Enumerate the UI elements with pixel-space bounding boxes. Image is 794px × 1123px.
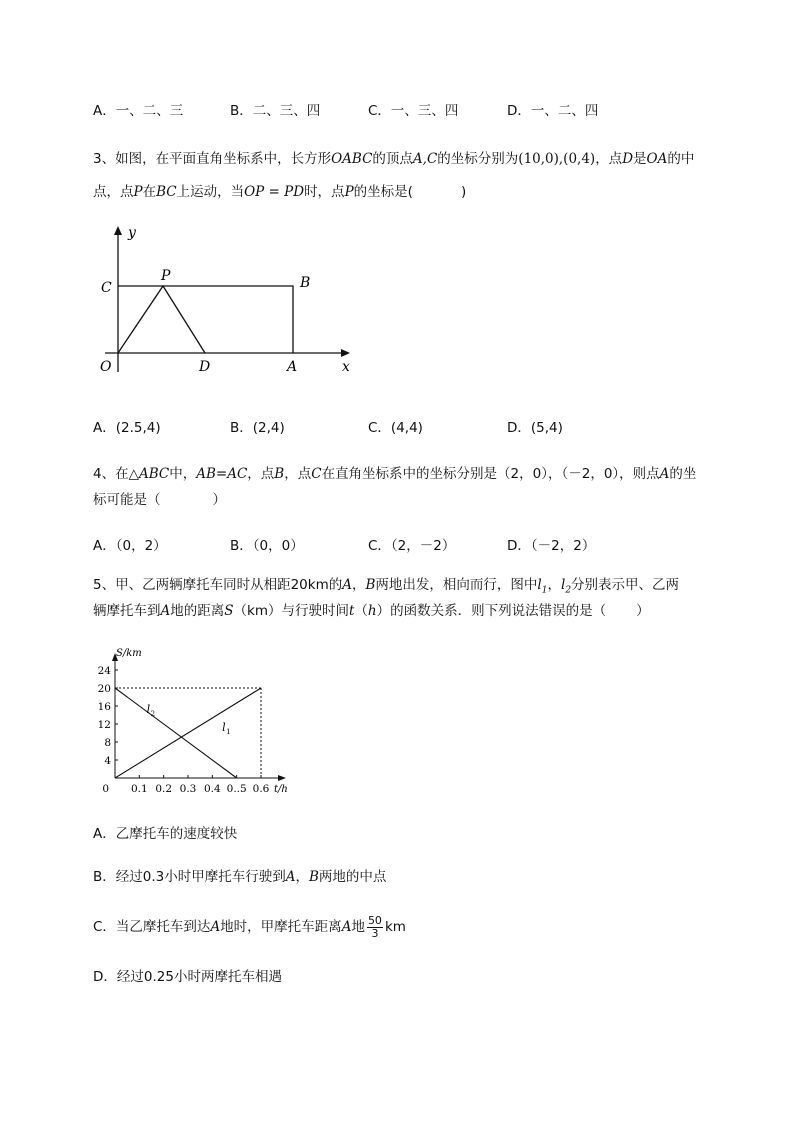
series-label-l2-sub: 2	[150, 709, 156, 718]
q5-line1: 5、甲、乙两辆摩托车同时从相距20km的A，B两地出发，相向而行，图中$l_1$，$l_2$分别表示甲、乙两	[93, 577, 680, 596]
q4-line1: 4、在△ABC中，AB=AC，点B，点C在直角坐标系中的坐标分别是（2，0），（－2，0），则点A的坐	[93, 466, 697, 482]
q2-option-a: A．一、二、三	[93, 103, 184, 119]
q4-option-a: A．（0，2）	[93, 538, 167, 554]
q4-option-c: C．（2，－2）	[368, 538, 456, 554]
label-y: y	[128, 225, 136, 241]
q4-option-d: D．（－2，2）	[507, 538, 596, 554]
q5-option-a: A．乙摩托车的速度较快	[93, 826, 238, 842]
x-tick-label-0.5: 0..5	[226, 783, 247, 795]
x-tick-label-0.6: 0.6	[252, 783, 270, 795]
label-x: x	[342, 359, 350, 375]
q3-option-b: B．(2,4)	[230, 420, 285, 436]
label-d: D	[199, 359, 211, 375]
q3-line2: 点，点P在BC上运动，当OP = PD时，点P的坐标是( )	[93, 184, 467, 200]
y-axis-label: S/km	[116, 648, 142, 659]
fraction-50-over-3: $\frac{50}{3}$	[367, 913, 382, 940]
q5-line2: 辆摩托车到A地的距离S（km）与行驶时间t（h）的函数关系．则下列说法错误的是（ ）	[93, 603, 650, 619]
x-tick-label-0.3: 0.3	[179, 783, 197, 795]
series-line-l2	[115, 688, 237, 778]
q2-option-c: C．一、三、四	[368, 103, 459, 119]
label-o: O	[100, 359, 112, 375]
series-label-l1: l	[222, 720, 226, 734]
q5-option-c: C．当乙摩托车到达A地时，甲摩托车距离A地 $\frac{50}{3}$ km	[93, 913, 406, 940]
q5-distance-time-chart	[88, 640, 303, 810]
q2-option-d: D．一、二、四	[507, 103, 599, 119]
q3-option-d: D．(5,4)	[507, 420, 563, 436]
x-axis-label: t/h	[274, 784, 288, 795]
y-tick-label-24: 24	[97, 665, 111, 677]
q4-option-b: B．（0，0）	[230, 538, 304, 554]
series-line-l1	[115, 688, 261, 778]
y-tick-label-4: 4	[104, 755, 111, 767]
y-tick-label-16: 16	[97, 701, 111, 713]
y-tick-label-8: 8	[104, 737, 111, 749]
series-label-l2: l	[146, 702, 151, 716]
q5-option-d: D．经过0.25小时两摩托车相遇	[93, 969, 282, 985]
q3-line1: 3、如图，在平面直角坐标系中，长方形OABC的顶点A,C的坐标分别为(10,0),(0,4)，点D是OA的中	[93, 151, 695, 167]
label-p: P	[161, 268, 171, 284]
series-label-l1-sub: 1	[226, 727, 231, 736]
y-tick-label-12: 12	[97, 719, 111, 731]
label-a: A	[287, 359, 298, 375]
x-tick-label-0: 0	[102, 783, 109, 795]
q4-line2: 标可能是（ ）	[93, 492, 226, 508]
q2-option-b: B．二、三、四	[230, 103, 321, 119]
q3-option-c: C．(4,4)	[368, 420, 423, 436]
q3-option-a: A．(2.5,4)	[93, 420, 161, 436]
x-tick-label-0.4: 0.4	[203, 783, 221, 795]
label-b: B	[300, 275, 311, 291]
x-axis-arrow	[278, 775, 286, 781]
y-tick-label-20: 20	[97, 683, 111, 695]
x-tick-label-0.2: 0.2	[155, 783, 173, 795]
q5-option-b: B．经过0.3小时甲摩托车行驶到A，B两地的中点	[93, 869, 387, 885]
label-c: C	[101, 280, 112, 296]
x-tick-label-0.1: 0.1	[130, 783, 148, 795]
q3-figure	[95, 222, 360, 377]
